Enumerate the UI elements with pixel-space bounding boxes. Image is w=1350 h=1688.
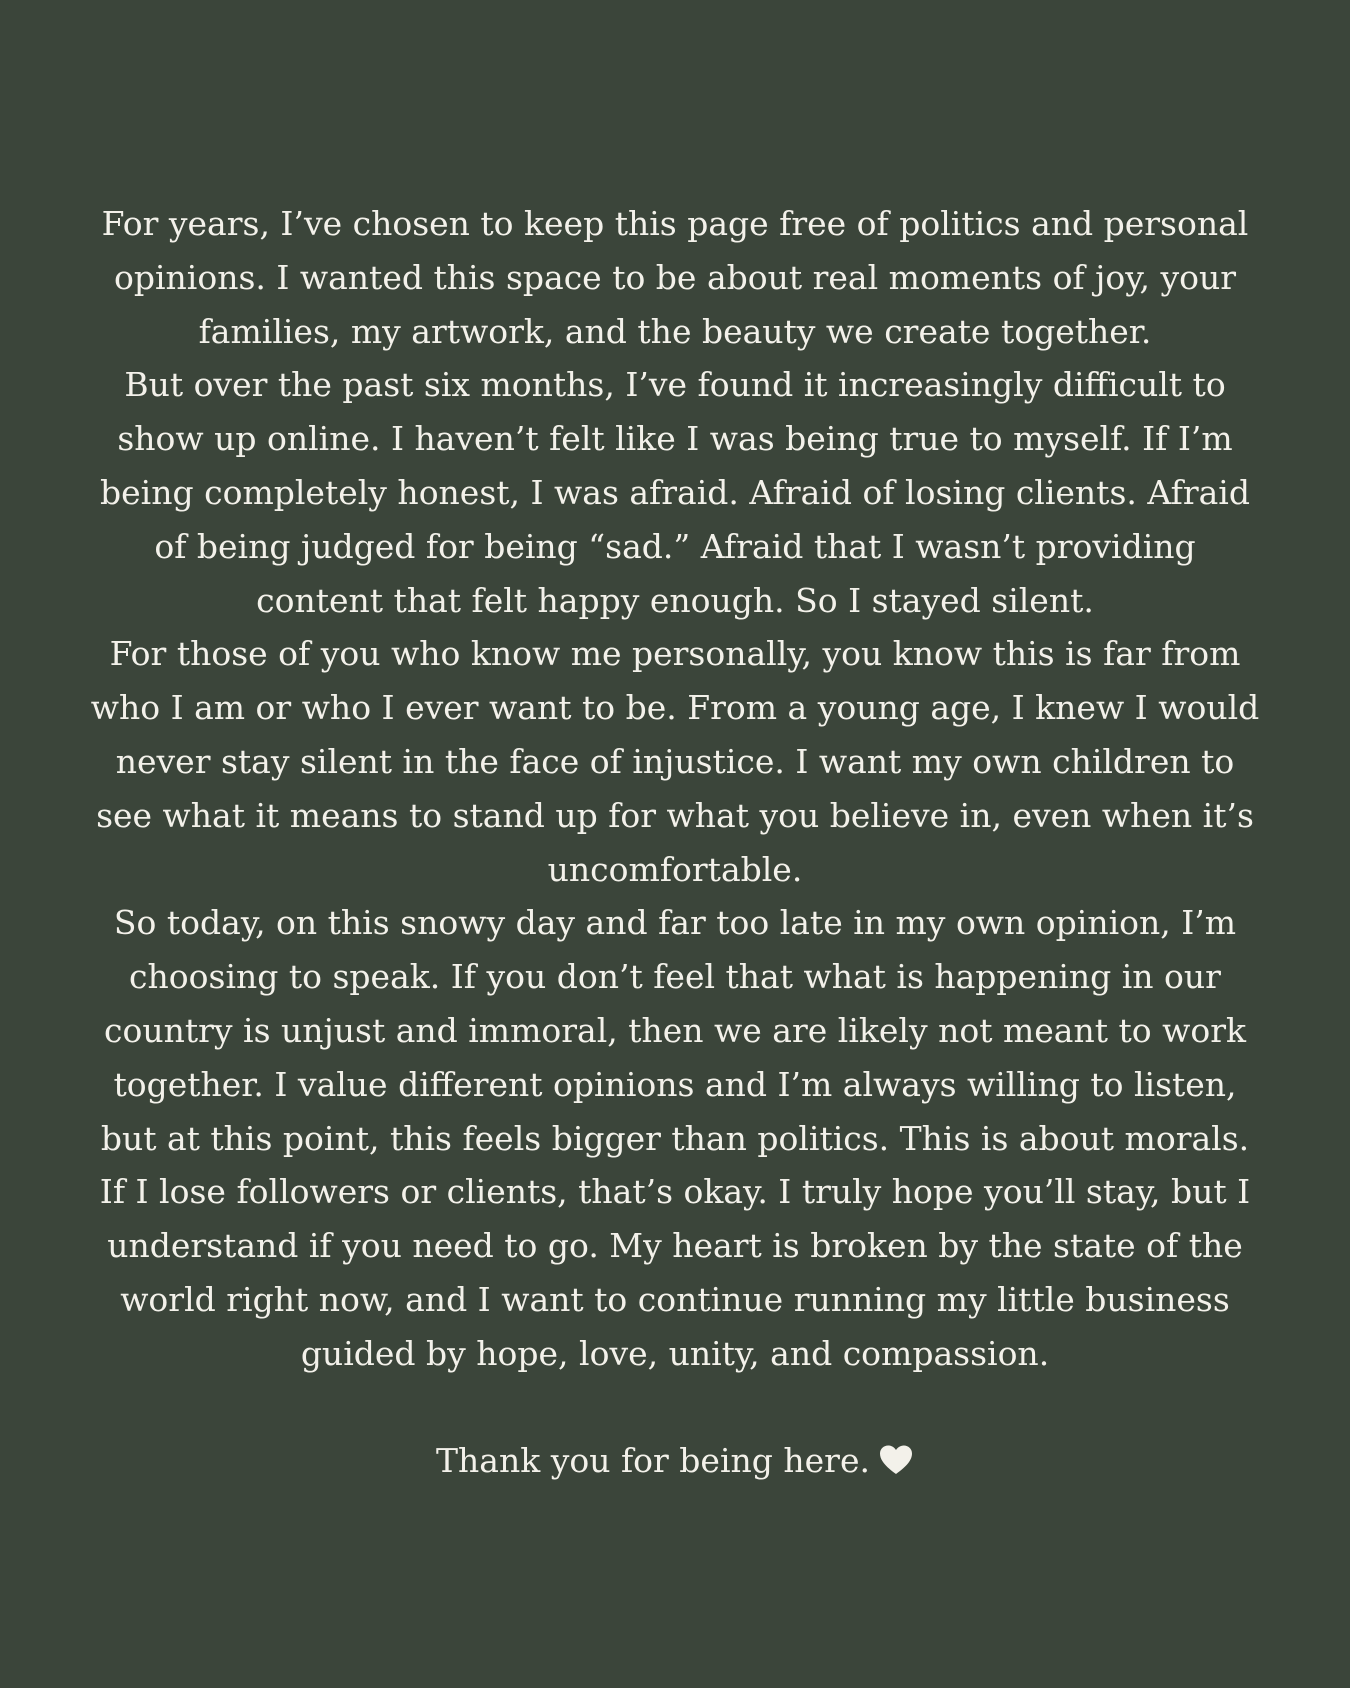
paragraph-2: But over the past six months, I’ve found it increasingly difficult to show up online. I haven’t felt like I was being true to myself. If I’m being completely honest, I was afraid. Afraid of losing clients. Afraid of being judged for being “sad.” Afraid that I wasn’t providing content that felt happy enough. So I stayed silent. <box>100 365 1250 620</box>
paragraph-1: For years, I’ve chosen to keep this page free of politics and personal opinions. I wanted this space to be about real moments of joy, your families, my artwork, and the beauty we create together. <box>101 204 1249 351</box>
blank-line <box>90 1381 1260 1435</box>
paragraph-3: For those of you who know me personally, you know this is far from who I am or who I ever want to be. From a young age, I knew I would never stay silent in the face of injustice. I want my own children to see what it means to stand up for what you believe in, even when it’s uncomfortable. <box>90 634 1260 889</box>
paragraph-4: So today, on this snowy day and far too late in my own opinion, I’m choosing to speak. If you don’t feel that what is happening in our country is unjust and immoral, then we are likely not meant to work together. I value different opinions and I’m always willing to listen, but at this point, this feels bigger than politics. This is about morals. <box>100 903 1250 1158</box>
letter-text <box>90 197 1260 1488</box>
closing-text: Thank you for being here. <box>436 1441 870 1481</box>
heart-icon <box>878 1444 914 1476</box>
closing-line <box>90 1434 1260 1488</box>
paragraph-5: If I lose followers or clients, that’s okay. I truly hope you’ll stay, but I understand if you need to go. My heart is broken by the state of the world right now, and I want to continue running my little business guided by hope, love, unity, and compassion. <box>99 1172 1251 1373</box>
